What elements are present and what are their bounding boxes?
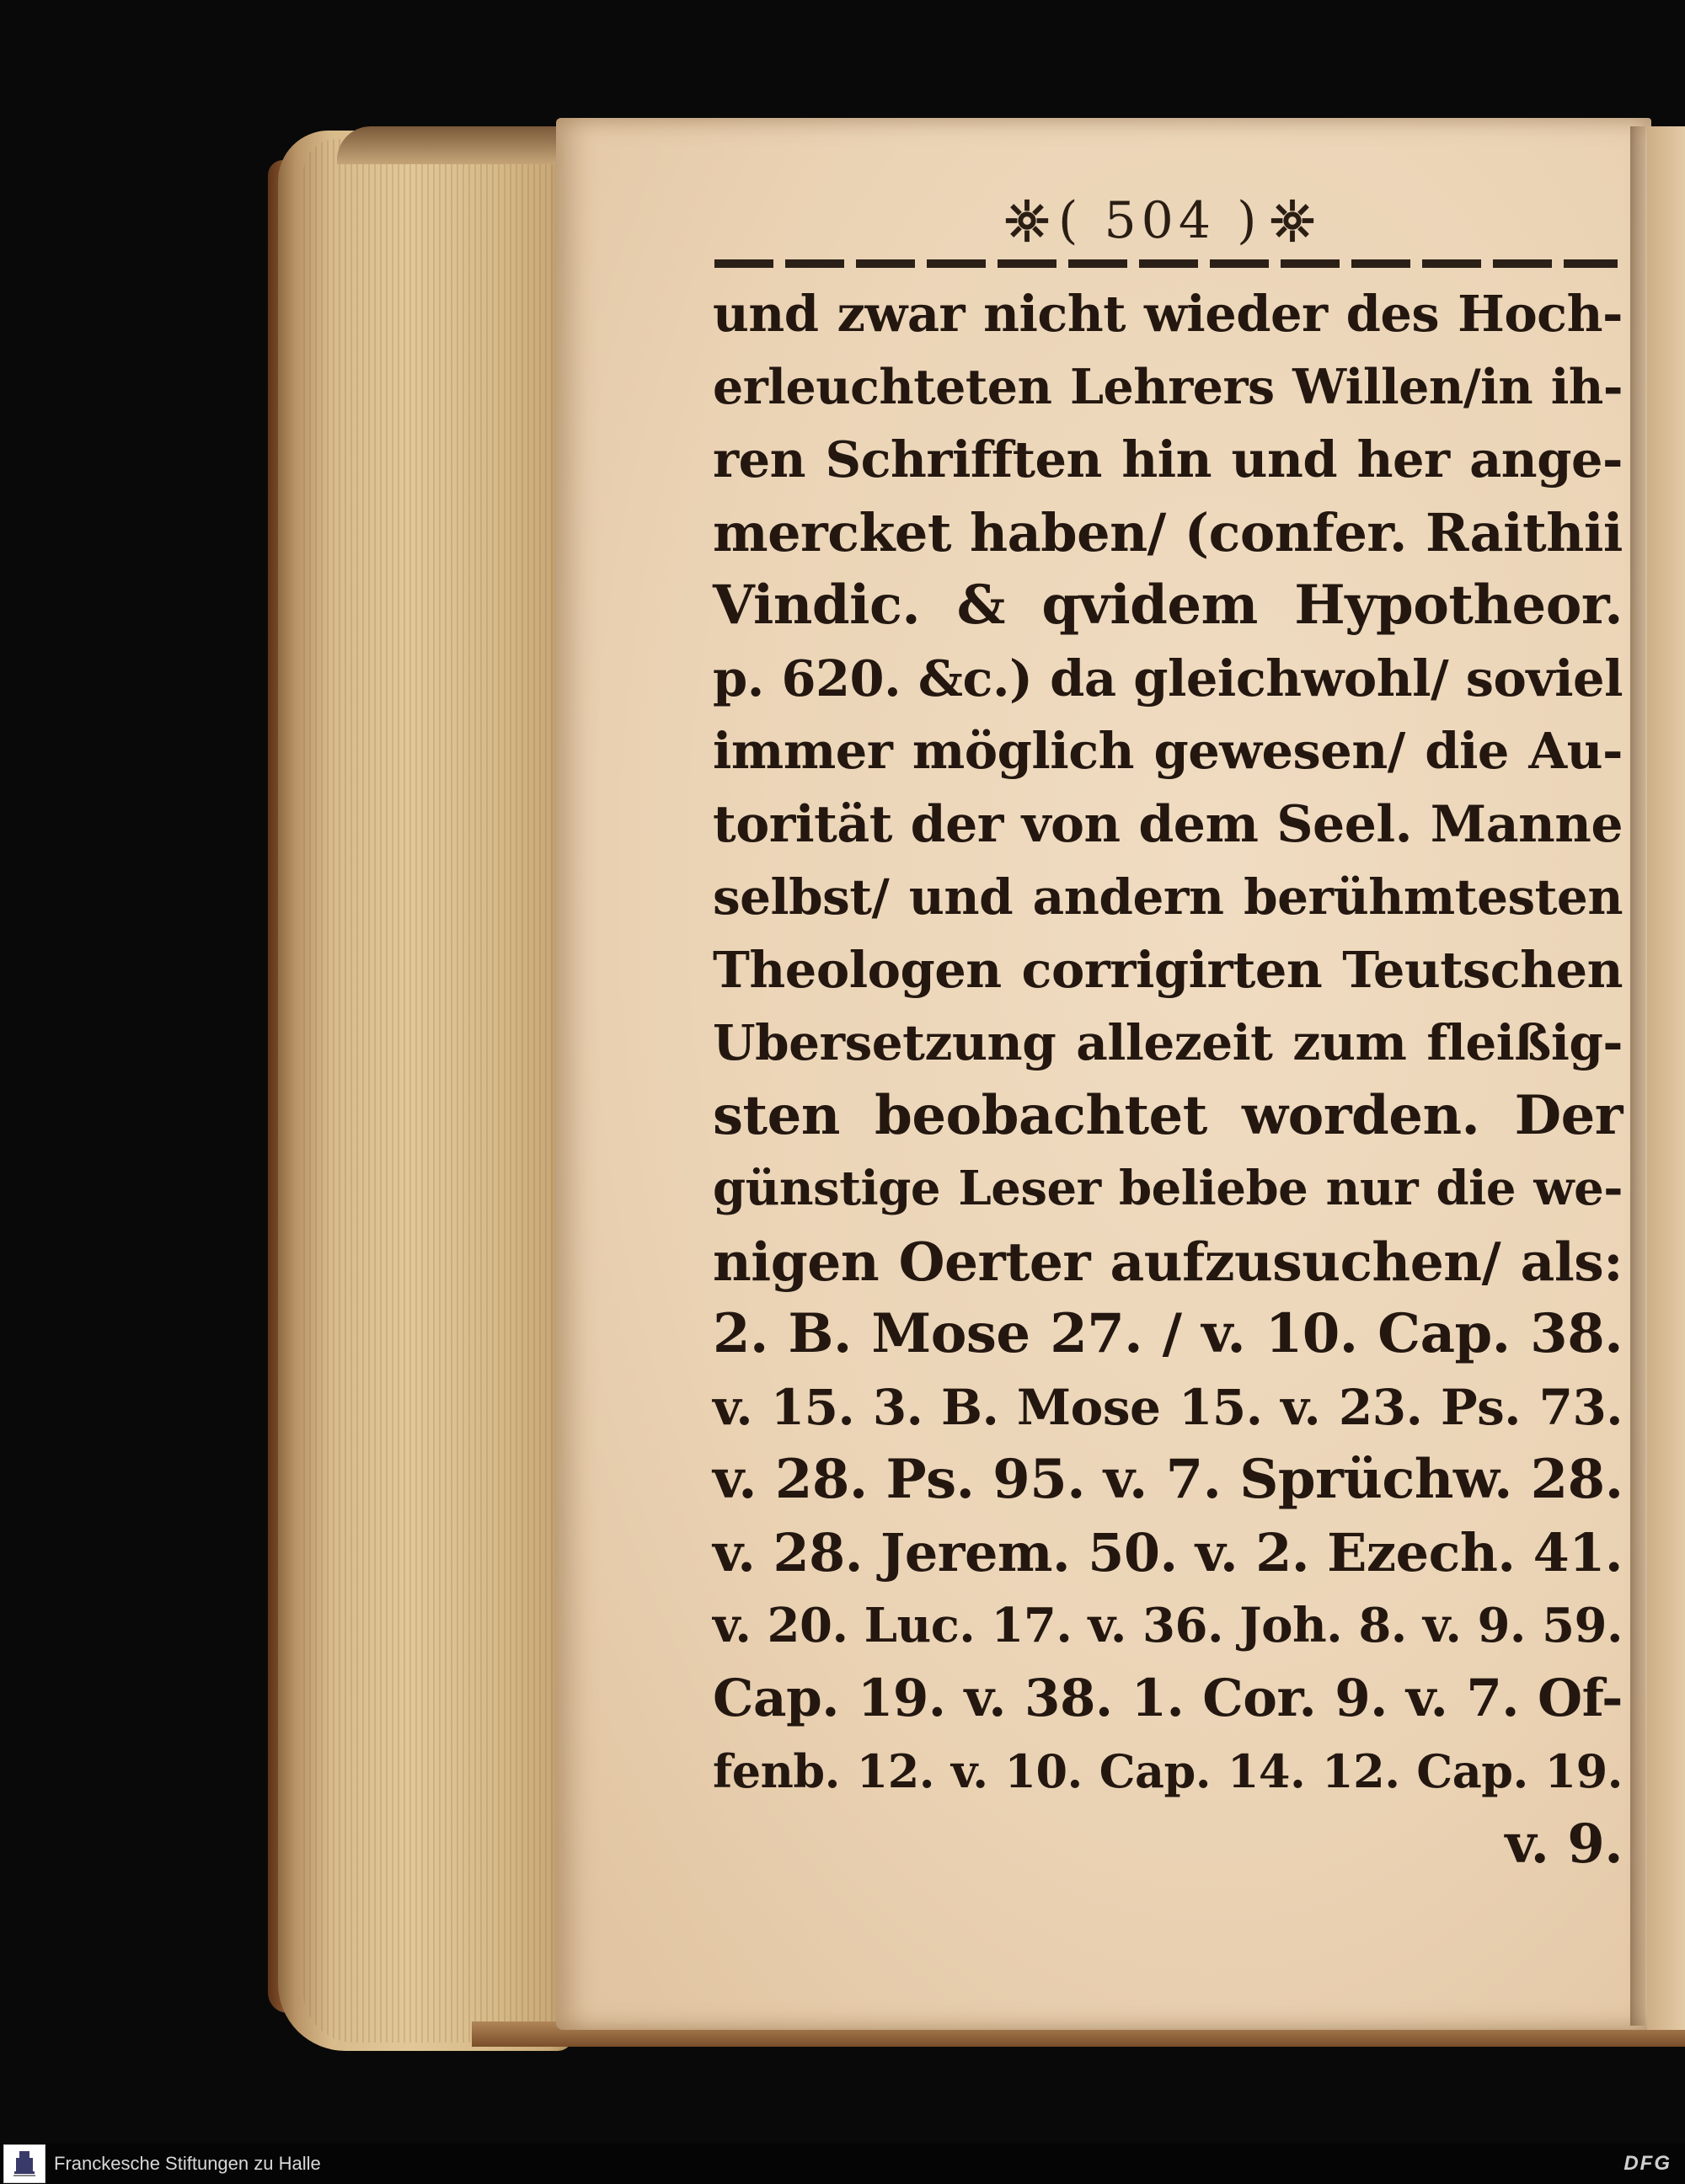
text-line: ren Schrifften hin und her ange- [713, 430, 1623, 489]
page-header [1003, 187, 1317, 254]
text-line: p. 620. &c.) da gleichwohl/ soviel [713, 649, 1623, 708]
text-line: selbst/ und andern berühmtesten [713, 868, 1623, 926]
institution-name: Franckesche Stiftungen zu Halle [54, 2153, 321, 2174]
text-line: erleuchteten Lehrers Willen/in ih- [713, 358, 1623, 415]
page-gutter-shadow [1630, 126, 1645, 2026]
text-line: v. 9. [1505, 1812, 1623, 1876]
page-edge-lines [303, 139, 556, 2042]
text-line: Vindic. & qvidem Hypotheor. [713, 574, 1623, 637]
book-top-edge [337, 126, 590, 164]
text-line: Ubersetzung allezeit zum fleißig- [713, 1014, 1623, 1071]
text-line: torität der von dem Seel. Manne [713, 794, 1623, 854]
text-line: immer möglich gewesen/ die Au- [713, 722, 1623, 780]
text-line: fenb. 12. v. 10. Cap. 14. 12. Cap. 19. [713, 1744, 1623, 1798]
text-line: v. 28. Jerem. 50. v. 2. Ezech. 41. [713, 1521, 1623, 1583]
page-body-text [713, 278, 1623, 1881]
institution-logo-icon [3, 2144, 45, 2183]
text-line: nigen Oerter aufzusuchen/ als: [713, 1230, 1623, 1293]
dfg-logo: DFG [1623, 2152, 1672, 2175]
institution-credit [0, 2144, 321, 2183]
page-number: ( 504 ) [1058, 191, 1262, 250]
text-line: und zwar nicht wieder des Hoch- [713, 285, 1623, 343]
text-line: v. 20. Luc. 17. v. 36. Joh. 8. v. 9. 59. [713, 1598, 1623, 1653]
text-line: v. 15. 3. B. Mose 15. v. 23. Ps. 73. [713, 1378, 1623, 1436]
text-line: Cap. 19. v. 38. 1. Cor. 9. v. 7. Of- [713, 1668, 1623, 1728]
fleuron-icon [1268, 196, 1317, 245]
text-line: günstige Leser beliebe nur die we- [713, 1161, 1623, 1216]
text-line: mercket haben/ (confer. Raithii [713, 501, 1623, 563]
viewer-footer-bar [0, 2144, 1685, 2184]
text-line: sten beobachtet worden. Der [713, 1083, 1623, 1147]
institution-logo-icon [12, 2149, 37, 2178]
facing-page-edge [1647, 126, 1685, 2030]
fleuron-icon [1003, 196, 1051, 245]
text-line: Theologen corrigirten Teutschen [713, 940, 1623, 999]
text-line: v. 28. Ps. 95. v. 7. Sprüchw. 28. [713, 1448, 1623, 1511]
text-line: 2. B. Mose 27. / v. 10. Cap. 38. [713, 1302, 1623, 1365]
header-rule [714, 259, 1618, 268]
